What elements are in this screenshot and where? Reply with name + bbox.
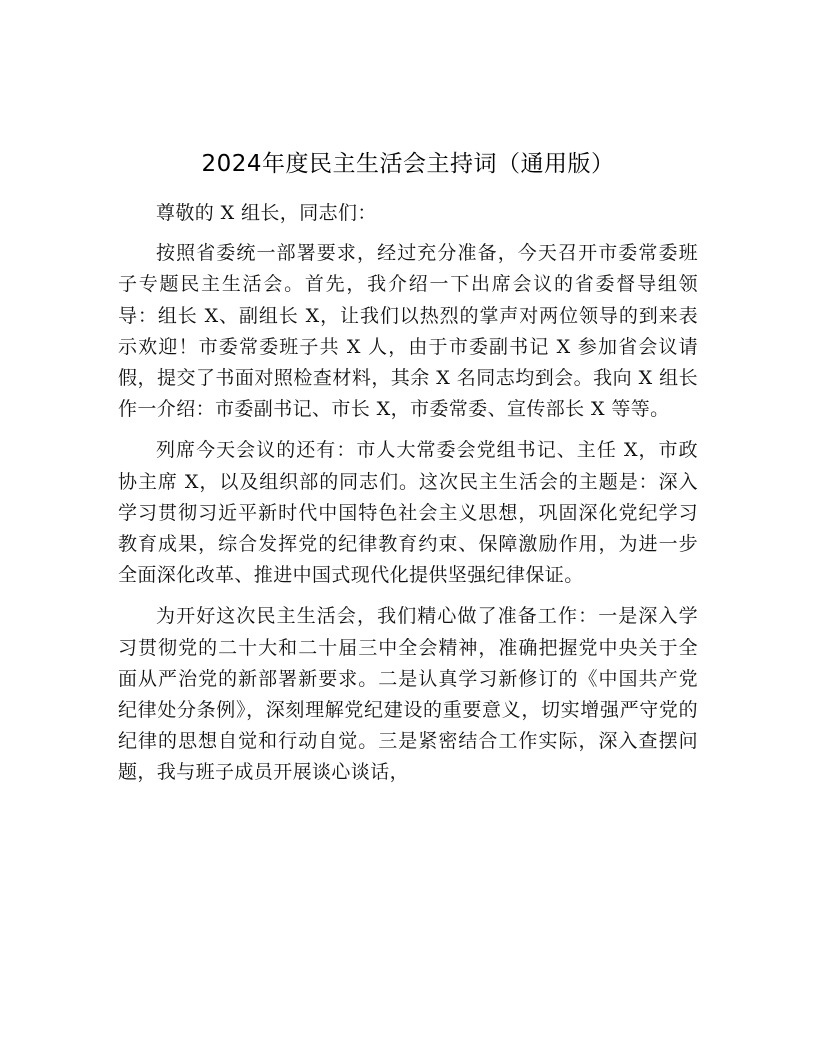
document-title: 2024年度民主生活会主持词（通用版） [201, 151, 615, 177]
paragraph-attendees-theme: 列席今天会议的还有：市人大常委会党组书记、主任 X，市政协主席 X，以及组织部的同志们。这次民主生活会的主题是：深入学习贯彻习近平新时代中国特色社会主义思想，巩固深化党纪学习教育成果，综合发挥党的纪律教育约束、保障激励作用，为进一步全面深化改革、推进中国式现代化提供坚强纪律保证。 [118, 439, 698, 587]
paragraph-opening: 按照省委统一部署要求，经过充分准备，今天召开市委常委班子专题民主生活会。首先，我介绍一下出席会议的省委督导组领导：组长 X、副组长 X，让我们以热烈的掌声对两位领导的到来表示欢迎！市委常委班子共 X 人，由于市委副书记 X 参加省会议请假，提交了书面对照检查材料，其余 X 名同志均到会。我向 X 组长作一介绍：市委副书记、市长 X，市委常委、宣传部长 X 等等。 [118, 242, 698, 421]
document-body [118, 198, 698, 799]
paragraph-preparation: 为开好这次民主生活会，我们精心做了准备工作：一是深入学习贯彻党的二十大和二十届三中全会精神，准确把握党中央关于全面从严治党的新部署新要求。二是认真学习新修订的《中国共产党纪律处分条例》，深刻理解党纪建设的重要意义，切实增强严守党的纪律的思想自觉和行动自觉。三是紧密结合工作实际，深入查摆问题，我与班子成员开展谈心谈话， [118, 605, 698, 784]
salutation: 尊敬的 X 组长，同志们： [156, 202, 377, 224]
